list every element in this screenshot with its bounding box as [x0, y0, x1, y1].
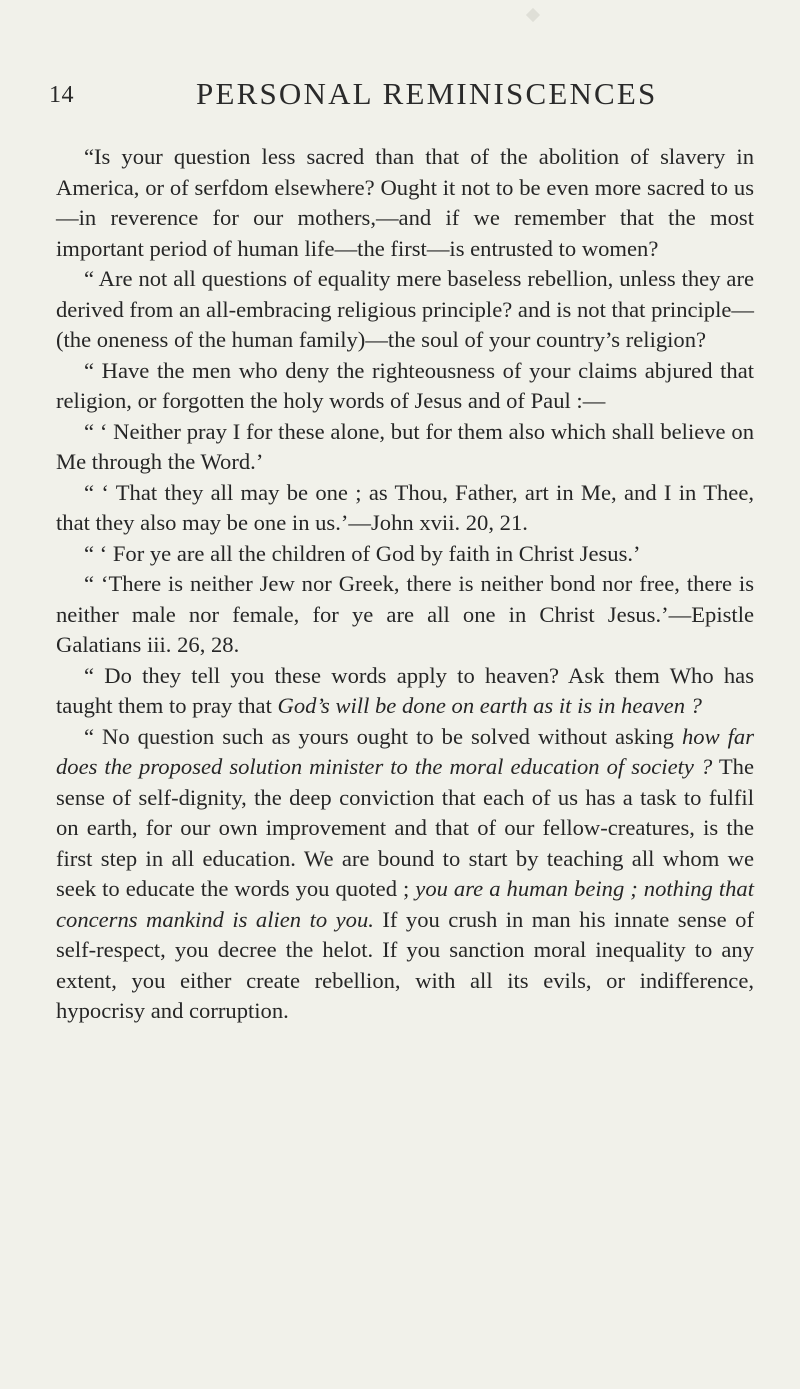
text-run: If you crush in man his innate sense of self-respect, you decree the helot. If you sanction moral inequality to any extent, you either create rebellion, with all its evils, or indifference, hypocrisy and corruption. — [56, 906, 754, 1023]
text-run: “ ‘There is neither Jew nor Greek, there is neither bond nor free, there is neither male nor female, for ye are all one in Christ Jesus.’—Epistle Galatians iii. 26, 28. — [56, 571, 754, 657]
quotation-paragraph — [56, 478, 754, 539]
text-run: The sense of self-dignity, the deep conviction that each of us has a task to fulfil on earth, for our own improvement and that of our fellow-creatures, is the first step in all education. We are bound to start by teaching all whom we seek to educate the words you quoted ; — [56, 754, 754, 901]
text-run: “ Do they tell you these words apply to heaven? Ask them Who has taught them to pray that — [56, 662, 754, 718]
text-run: “ Are not all questions of equality mere baseless rebellion, unless they are derived from an all-embracing religious principle? and is not that principle—(the oneness of the human family)—the soul of your country’s religion? — [56, 266, 754, 352]
text-run: “ ‘ For ye are all the children of God by faith in Christ Jesus.’ — [84, 540, 641, 566]
print-mark — [526, 8, 540, 22]
page-number: 14 — [49, 82, 74, 108]
running-title: PERSONAL REMINISCENCES — [196, 76, 658, 111]
italic-text-run: you are a human being ; nothing that concerns mankind is alien to you. — [56, 876, 754, 932]
paragraph — [56, 722, 754, 1027]
text-run: “ Have the men who deny the righteousness of your claims abjured that religion, or forgotten the holy words of Jesus and of Paul :— — [56, 357, 754, 413]
quotation-paragraph — [56, 569, 754, 661]
text-run: “ ‘ Neither pray I for these alone, but for them also which shall believe on Me through the Word.’ — [56, 418, 754, 474]
paragraph — [56, 356, 754, 417]
quotation-paragraph — [56, 417, 754, 478]
paragraph — [56, 661, 754, 722]
text-run: “ No question such as yours ought to be solved without asking — [84, 723, 682, 749]
italic-text-run: God’s will be done on earth as it is in heaven ? — [277, 693, 702, 718]
italic-text-run: how far does the proposed solution minister to the moral education of society ? — [56, 723, 754, 779]
running-head — [0, 76, 800, 116]
paragraph — [56, 142, 754, 264]
text-run: “Is your question less sacred than that of the abolition of slavery in America, or of serfdom elsewhere? Ought it not to be even more sacred to us—in reverence for our mothers,—and if we remember that the most important period of human life—the first—is entrusted to women? — [56, 144, 754, 261]
paragraph — [56, 264, 754, 356]
quotation-paragraph — [56, 539, 754, 570]
text-run: “ ‘ That they all may be one ; as Thou, Father, art in Me, and I in Thee, that they also may be one in us.’—John xvii. 20, 21. — [56, 479, 754, 535]
body-text — [56, 142, 754, 1027]
